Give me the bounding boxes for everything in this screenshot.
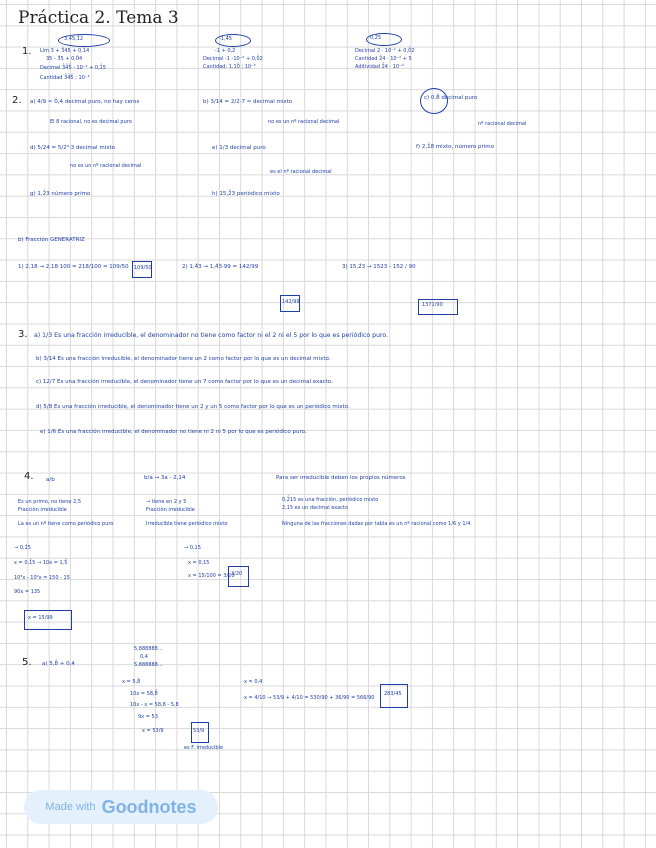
s2-note: nº racional decimal <box>478 121 527 127</box>
s1-b-line: Cantidad: 1,10̂ ; 10⁻² <box>203 64 256 70</box>
s1-b-line: -1 + 0,2̂ <box>215 48 236 54</box>
badge-made-with: Made with <box>45 801 96 813</box>
s1-a-line: Cantidad 3̂4̂5̂ ; 10⁻³ <box>40 75 90 81</box>
s6-work: x = 53/9 <box>142 728 164 734</box>
s6-boxed: 53/9 <box>193 728 205 734</box>
s6-right: x = 0,4 <box>244 679 263 685</box>
section-3-number: 3. <box>18 329 28 340</box>
s1-c-line: Aditividad 2̂4 · 10⁻² <box>355 64 404 70</box>
s5-head: Para ser irreducible deben los propios números <box>276 475 406 481</box>
s5-right: 2,15 es un decimal exacto <box>282 505 349 511</box>
s6-branch: 0,4 <box>140 654 148 660</box>
s4-item: c) 12/7 Es una fracción irreducible, el denominador tiene un 7 como factor por lo que es un decimal exacto. <box>36 379 333 385</box>
s4-item: d) 5/8 Es una fracción irreducible, el denominador tiene un 2 y un 5 como factor por lo que es un periódico mixto. <box>36 404 350 410</box>
s4-item: b) 3/14 Es una fracción irreducible, el denominador tiene un 2 como factor por lo que es un decimal mixto. <box>36 356 331 362</box>
s5-workB: → 0,15 <box>184 545 201 551</box>
goodnotes-badge <box>24 790 218 824</box>
s2-item: e) 1/3 decimal puro <box>212 145 266 151</box>
section-1-label-c: 0,2̂5 <box>370 35 382 41</box>
s2-item: b) 3/14 = 2/2·7 ≈ decimal mixto <box>203 99 293 105</box>
s6-note: es F. irreducible <box>184 745 224 751</box>
s3-item: 1) 2,18 → 2,18·100 = 218/100 = 109/50 <box>18 264 129 270</box>
s5-workA: x = 0,1̂5 → 10x = 1,5̂ <box>14 560 68 566</box>
s5-mid: → tiene en 2 y 5 <box>146 499 187 505</box>
s2-item: a) 4/9 ≈ 0̂,4 decimal puro, no hay ceros <box>30 99 140 105</box>
s3-item: 2) 1,4̂3 → 1,4̂3·99 = 142/99 <box>182 264 259 270</box>
s5-left: Fracción irreducible <box>18 507 67 513</box>
s6-work: 10x - x = 58,8 - 5,8 <box>130 702 179 708</box>
s5-workA: → 0,1̂5 <box>14 545 31 551</box>
s5-mid: Irreducible tiene periódico mixto <box>146 521 228 527</box>
s2-item: f) 2,1̂8 mixto, número primo <box>416 144 494 150</box>
s5-right: Ninguna de las fracciones dadas por tabla es un nº racional como 1/6 y 1/4 <box>282 521 471 527</box>
section-2-number: 2. <box>12 95 22 106</box>
section-1-label-a: 3,45,1̂2 <box>64 36 84 42</box>
s5-left: La es un nº tiene como periódico puro <box>18 521 114 527</box>
s5-head: a/b <box>46 477 55 483</box>
s6-boxed: 283/45 <box>384 691 402 697</box>
s6-branch: 5,888888... <box>134 646 163 652</box>
s3-heading: b) Fracción GENERATRIZ <box>18 237 85 243</box>
s3-boxed: 109/50 <box>134 265 152 271</box>
s2-note: es el nº racional decimal <box>270 169 332 175</box>
s6-work: x = 5,8̂ <box>122 679 141 685</box>
s6-work: 10x = 58,8̂ <box>130 691 158 697</box>
s1-c-line: Decimal 2 · 10⁻¹ + 0,0̂2 <box>355 48 415 54</box>
section-1-number: 1. <box>22 46 32 57</box>
s2-item: g) 1,2̂3 número primo <box>30 191 91 197</box>
page-title: Práctica 2. Tema 3 <box>18 8 179 28</box>
s5-boxedB: 3/20 <box>231 571 243 577</box>
s2-note: El 8 racional, no es decimal puro <box>50 119 132 125</box>
s5-workB: x = 15/100 = 3/20 <box>188 573 235 579</box>
s3-boxed: 1371/90 <box>422 302 443 308</box>
s6-work: 9x = 53 <box>138 714 158 720</box>
s1-b-line: Decimal -1 -10⁻² + 0,0̂2 <box>203 56 263 62</box>
s3-boxed: 142/99 <box>282 299 300 305</box>
s6-branch: 5,888888... <box>134 662 163 668</box>
s6-right: x = 4/10 → 53/9 + 4/10 = 530/90 + 36/90 = 566/90 <box>244 695 375 701</box>
section-4-number: 4. <box>24 471 34 482</box>
s2-note: no es un nº racional decimal <box>70 163 142 169</box>
s5-workA: 90x = 135 <box>14 589 41 595</box>
s1-c-line: Cantidad 2̂4 · 10⁻² + 5 <box>355 56 412 62</box>
s3-item: 3) 15,2̂3 → 1523 - 152 / 90 <box>342 264 416 270</box>
s5-mid: Fracción irreducible <box>146 507 195 513</box>
s5-workA: 10³x - 10²x = 150 - 15 <box>14 575 70 581</box>
section-5-number: 5. <box>22 657 32 668</box>
s2-item: c) 0,8̂ decimal puro <box>424 95 478 101</box>
s2-note: no es un nº racional decimal <box>268 119 340 125</box>
badge-brand: Goodnotes <box>101 796 197 817</box>
section-1-label-b: -1,4̂5 <box>219 36 232 42</box>
s2-item: h) 15,2̂3 periódico mixto <box>212 191 280 197</box>
s5-left: Es un primo, no tiene 2,5 <box>18 499 82 505</box>
s6-item: a) 5,8̂ + 0,4 <box>42 661 75 667</box>
s5-boxedA: x = 15/99 <box>28 615 53 621</box>
s4-item: a) 1/3 Es una fracción irreducible, el denominador no tiene como factor ni el 2 ni el 5 por lo que es periódico puro. <box>34 332 389 339</box>
s5-head: b/a → 3a - 2,14 <box>144 475 186 481</box>
s5-right: 0,2̂15 es una fracción, periódico mixto <box>282 497 379 503</box>
s1-a-line: Lim 3 + 3̂45 + 0,1̂4 <box>40 48 90 54</box>
s4-item: e) 1/6 Es una fracción irreducible, el denominador no tiene ni 2 ni 5 por lo que es periódico puro. <box>40 429 307 435</box>
s2-item: d) 5/24 = 5/2³·3 decimal mixto <box>30 145 115 151</box>
s1-a-line: 35 - 3̂5 + 0,0̂4 <box>46 56 83 62</box>
s5-workB: x = 0,15 <box>188 560 210 566</box>
s1-a-line: Decimal 3̂4̂5̂ - 10⁻² + 0,1̂5 <box>40 65 107 71</box>
